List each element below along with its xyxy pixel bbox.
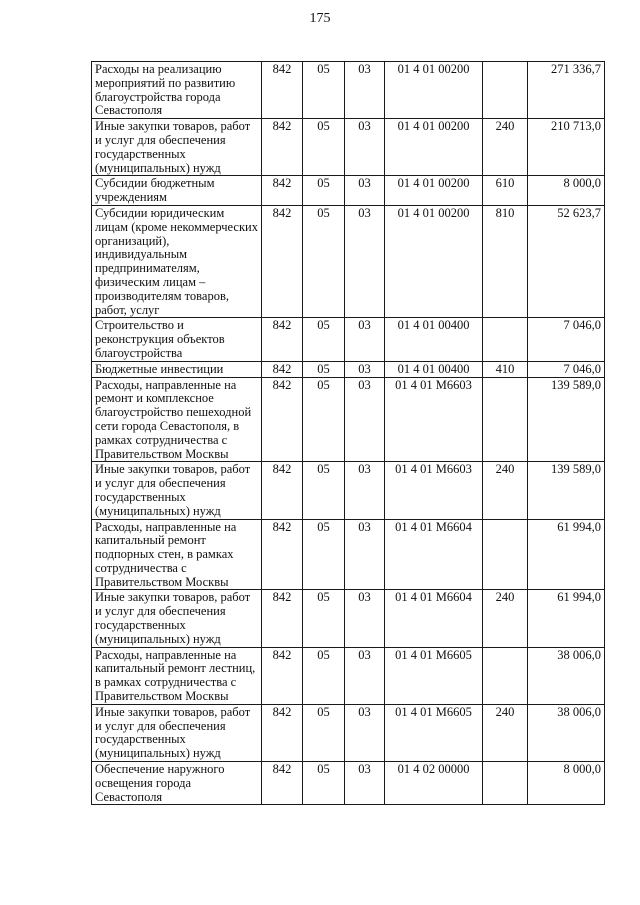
section-code-cell: 05: [303, 462, 345, 519]
grbs-code-cell: 842: [262, 205, 303, 317]
budget-expenditure-table: [91, 61, 605, 805]
amount-cell: 38 006,0: [528, 647, 605, 704]
expenditure-type-code-cell: 610: [483, 176, 528, 206]
expenditure-name-cell: Обеспечение наружного освещения города Севастополя: [92, 762, 262, 805]
section-code-cell: 05: [303, 205, 345, 317]
expenditure-name-cell: Субсидии бюджетным учреждениям: [92, 176, 262, 206]
target-article-code-cell: 01 4 01 00200: [385, 176, 483, 206]
target-article-code-cell: 01 4 01 М6604: [385, 590, 483, 647]
expenditure-type-code-cell: 810: [483, 205, 528, 317]
amount-cell: 139 589,0: [528, 377, 605, 462]
target-article-code-cell: 01 4 02 00000: [385, 762, 483, 805]
section-code-cell: 05: [303, 176, 345, 206]
subsection-code-cell: 03: [345, 62, 385, 119]
amount-cell: 52 623,7: [528, 205, 605, 317]
table-row: [92, 318, 605, 361]
target-article-code-cell: 01 4 01 00200: [385, 62, 483, 119]
subsection-code-cell: 03: [345, 647, 385, 704]
grbs-code-cell: 842: [262, 377, 303, 462]
subsection-code-cell: 03: [345, 361, 385, 377]
table-body: [92, 62, 605, 805]
expenditure-type-code-cell: 240: [483, 119, 528, 176]
amount-cell: 8 000,0: [528, 762, 605, 805]
grbs-code-cell: 842: [262, 762, 303, 805]
subsection-code-cell: 03: [345, 318, 385, 361]
amount-cell: 61 994,0: [528, 590, 605, 647]
target-article-code-cell: 01 4 01 00400: [385, 318, 483, 361]
section-code-cell: 05: [303, 62, 345, 119]
target-article-code-cell: 01 4 01 М6603: [385, 462, 483, 519]
grbs-code-cell: 842: [262, 590, 303, 647]
expenditure-type-code-cell: [483, 377, 528, 462]
expenditure-type-code-cell: [483, 318, 528, 361]
grbs-code-cell: 842: [262, 62, 303, 119]
expenditure-type-code-cell: [483, 647, 528, 704]
target-article-code-cell: 01 4 01 М6604: [385, 519, 483, 590]
section-code-cell: 05: [303, 519, 345, 590]
subsection-code-cell: 03: [345, 519, 385, 590]
amount-cell: 139 589,0: [528, 462, 605, 519]
subsection-code-cell: 03: [345, 377, 385, 462]
section-code-cell: 05: [303, 119, 345, 176]
target-article-code-cell: 01 4 01 М6605: [385, 704, 483, 761]
subsection-code-cell: 03: [345, 704, 385, 761]
amount-cell: 271 336,7: [528, 62, 605, 119]
subsection-code-cell: 03: [345, 462, 385, 519]
grbs-code-cell: 842: [262, 704, 303, 761]
section-code-cell: 05: [303, 361, 345, 377]
expenditure-name-cell: Бюджетные инвестиции: [92, 361, 262, 377]
subsection-code-cell: 03: [345, 176, 385, 206]
amount-cell: 7 046,0: [528, 318, 605, 361]
table-row: [92, 361, 605, 377]
expenditure-type-code-cell: 240: [483, 590, 528, 647]
target-article-code-cell: 01 4 01 М6605: [385, 647, 483, 704]
section-code-cell: 05: [303, 318, 345, 361]
table-row: [92, 762, 605, 805]
target-article-code-cell: 01 4 01 00400: [385, 361, 483, 377]
section-code-cell: 05: [303, 762, 345, 805]
expenditure-type-code-cell: 410: [483, 361, 528, 377]
target-article-code-cell: 01 4 01 00200: [385, 205, 483, 317]
expenditure-name-cell: Иные закупки товаров, работ и услуг для обеспечения государственных (муниципальных) нужд: [92, 462, 262, 519]
expenditure-name-cell: Иные закупки товаров, работ и услуг для обеспечения государственных (муниципальных) нужд: [92, 590, 262, 647]
amount-cell: 210 713,0: [528, 119, 605, 176]
expenditure-type-code-cell: 240: [483, 704, 528, 761]
target-article-code-cell: 01 4 01 М6603: [385, 377, 483, 462]
expenditure-name-cell: Иные закупки товаров, работ и услуг для обеспечения государственных (муниципальных) нужд: [92, 704, 262, 761]
grbs-code-cell: 842: [262, 318, 303, 361]
expenditure-name-cell: Расходы, направленные на капитальный ремонт подпорных стен, в рамках сотрудничества с Правительством Москвы: [92, 519, 262, 590]
table-row: [92, 205, 605, 317]
expenditure-name-cell: Расходы на реализацию мероприятий по развитию благоустройства города Севастополя: [92, 62, 262, 119]
subsection-code-cell: 03: [345, 762, 385, 805]
grbs-code-cell: 842: [262, 361, 303, 377]
section-code-cell: 05: [303, 590, 345, 647]
subsection-code-cell: 03: [345, 119, 385, 176]
expenditure-name-cell: Строительство и реконструкция объектов благоустройства: [92, 318, 262, 361]
subsection-code-cell: 03: [345, 205, 385, 317]
section-code-cell: 05: [303, 647, 345, 704]
expenditure-name-cell: Расходы, направленные на ремонт и комплексное благоустройство пешеходной сети города Севастополя, в рамках сотрудничества с Правительством Москвы: [92, 377, 262, 462]
expenditure-type-code-cell: [483, 762, 528, 805]
grbs-code-cell: 842: [262, 176, 303, 206]
section-code-cell: 05: [303, 377, 345, 462]
table-row: [92, 462, 605, 519]
expenditure-name-cell: Субсидии юридическим лицам (кроме некоммерческих организаций), индивидуальным предпринимателям, физическим лицам – производителям товаров, работ, услуг: [92, 205, 262, 317]
expenditure-type-code-cell: 240: [483, 462, 528, 519]
grbs-code-cell: 842: [262, 519, 303, 590]
table-row: [92, 519, 605, 590]
expenditure-name-cell: Иные закупки товаров, работ и услуг для обеспечения государственных (муниципальных) нужд: [92, 119, 262, 176]
expenditure-name-cell: Расходы, направленные на капитальный ремонт лестниц, в рамках сотрудничества с Правительством Москвы: [92, 647, 262, 704]
page-number: 175: [309, 11, 331, 26]
table-row: [92, 377, 605, 462]
table-row: [92, 590, 605, 647]
target-article-code-cell: 01 4 01 00200: [385, 119, 483, 176]
expenditure-type-code-cell: [483, 519, 528, 590]
table-row: [92, 119, 605, 176]
amount-cell: 61 994,0: [528, 519, 605, 590]
amount-cell: 7 046,0: [528, 361, 605, 377]
section-code-cell: 05: [303, 704, 345, 761]
grbs-code-cell: 842: [262, 647, 303, 704]
table-row: [92, 62, 605, 119]
grbs-code-cell: 842: [262, 119, 303, 176]
table-row: [92, 704, 605, 761]
table-row: [92, 647, 605, 704]
expenditure-type-code-cell: [483, 62, 528, 119]
amount-cell: 8 000,0: [528, 176, 605, 206]
grbs-code-cell: 842: [262, 462, 303, 519]
subsection-code-cell: 03: [345, 590, 385, 647]
amount-cell: 38 006,0: [528, 704, 605, 761]
table-row: [92, 176, 605, 206]
